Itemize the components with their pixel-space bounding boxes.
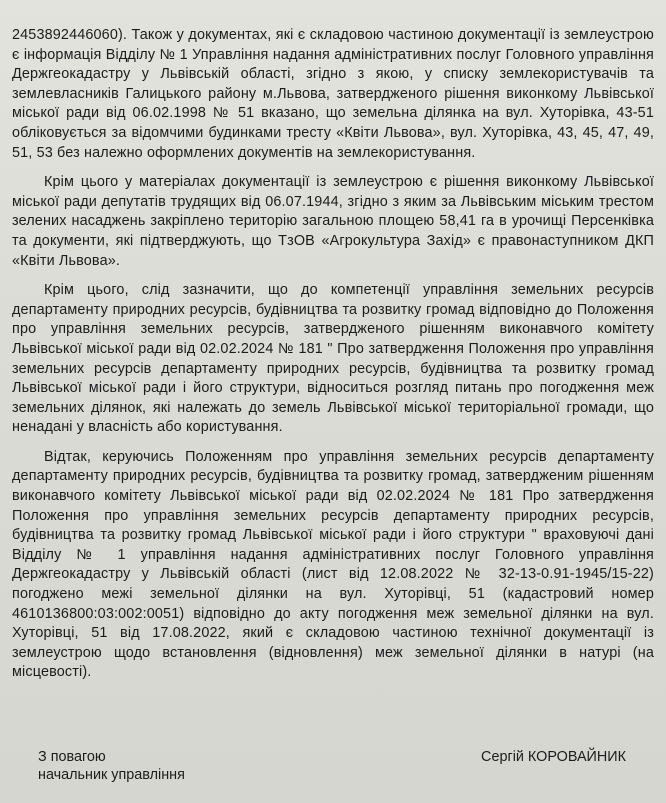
closing-line-1: З повагою: [38, 749, 106, 765]
closing: [38, 748, 185, 784]
paragraph-1: 2453892446060). Також у документах, які є складовою частиною документації із землеустрою є інформація Відділу № 1 Управління надання адміністративних послуг Головного управління Держгеокадастру у Львівській області, згідно з якою, у списку землекористувачів та землевласників Галицького району м.Львова, затвердженого рішення виконкому Львівської міської ради від 06.02.1998 № 51 вказано, що земельна ділянка на вул. Хуторівка, 43-51 обліковується за відомчими будинками тресту «Квіти Львова», вул. Хуторівка, 43, 45, 47, 49, 51, 53 без належно оформлених документів на землекористування.: [12, 27, 654, 161]
closing-line-2: начальник управління: [38, 767, 185, 783]
paragraph-2: Крім цього у матеріалах документації із землеустрою є рішення виконкому Львівської міської ради депутатів трудящих від 06.07.1944, згідно з яким за Львівським міським трестом зелених насаджень закріплено територію загальною площею 58,41 га в урочищі Персенківка та документи, які підтверджують, що ТзОВ «Агрокультура Захід» є правонаступником ДКП «Квіти Львова».: [12, 174, 654, 269]
paragraph-3: Крім цього, слід зазначити, що до компетенції управління земельних ресурсів департаменту природних ресурсів, будівництва та розвитку громад відповідно до Положення про управління земельних ресурсів, затвердженого рішенням виконавчого комітету Львівської міської ради від 02.02.2024 № 181 " Про затвердження Положення про управління земельних ресурсів департаменту природних ресурсів, будівництва та розвитку громад Львівської міської ради і його структури, відноситься розгляд питань про погодження меж земельних ділянок, які належать до земель Львівської міської територіальної громади, що ненадані у власність або користування.: [12, 282, 654, 436]
paragraph-4: Відтак, керуючись Положенням про управління земельних ресурсів департаменту департаменту природних ресурсів, будівництва та розвитку громад, затвердженим рішенням виконавчого комітету Львівської міської ради від 02.02.2024 № 181 Про затвердження Положення про управління земельних ресурсів департаменту природних ресурсів, будівництва та розвитку громад Львівської міської ради і його структури " враховуючі дані Відділу № 1 управління надання адміністративних послуг Головного управління Держгеокадастру у Львівській області (лист від 12.08.2022 № 32-13-0.91-1945/15-22) погоджено межі земельної ділянки на вул. Хуторівці, 51 (кадастровий номер 4610136800:03:002:0051) відповідно до акту погодження меж земельної ділянки на вул. Хуторівці, 51 від 17.08.2022, який є складовою частиною технічної документації із землеустрою щодо встановлення (відновлення) меж земельної ділянки в натурі (на місцевості).: [12, 448, 654, 681]
signatory-name: Сергій КОРОВАЙНИК: [481, 749, 626, 765]
